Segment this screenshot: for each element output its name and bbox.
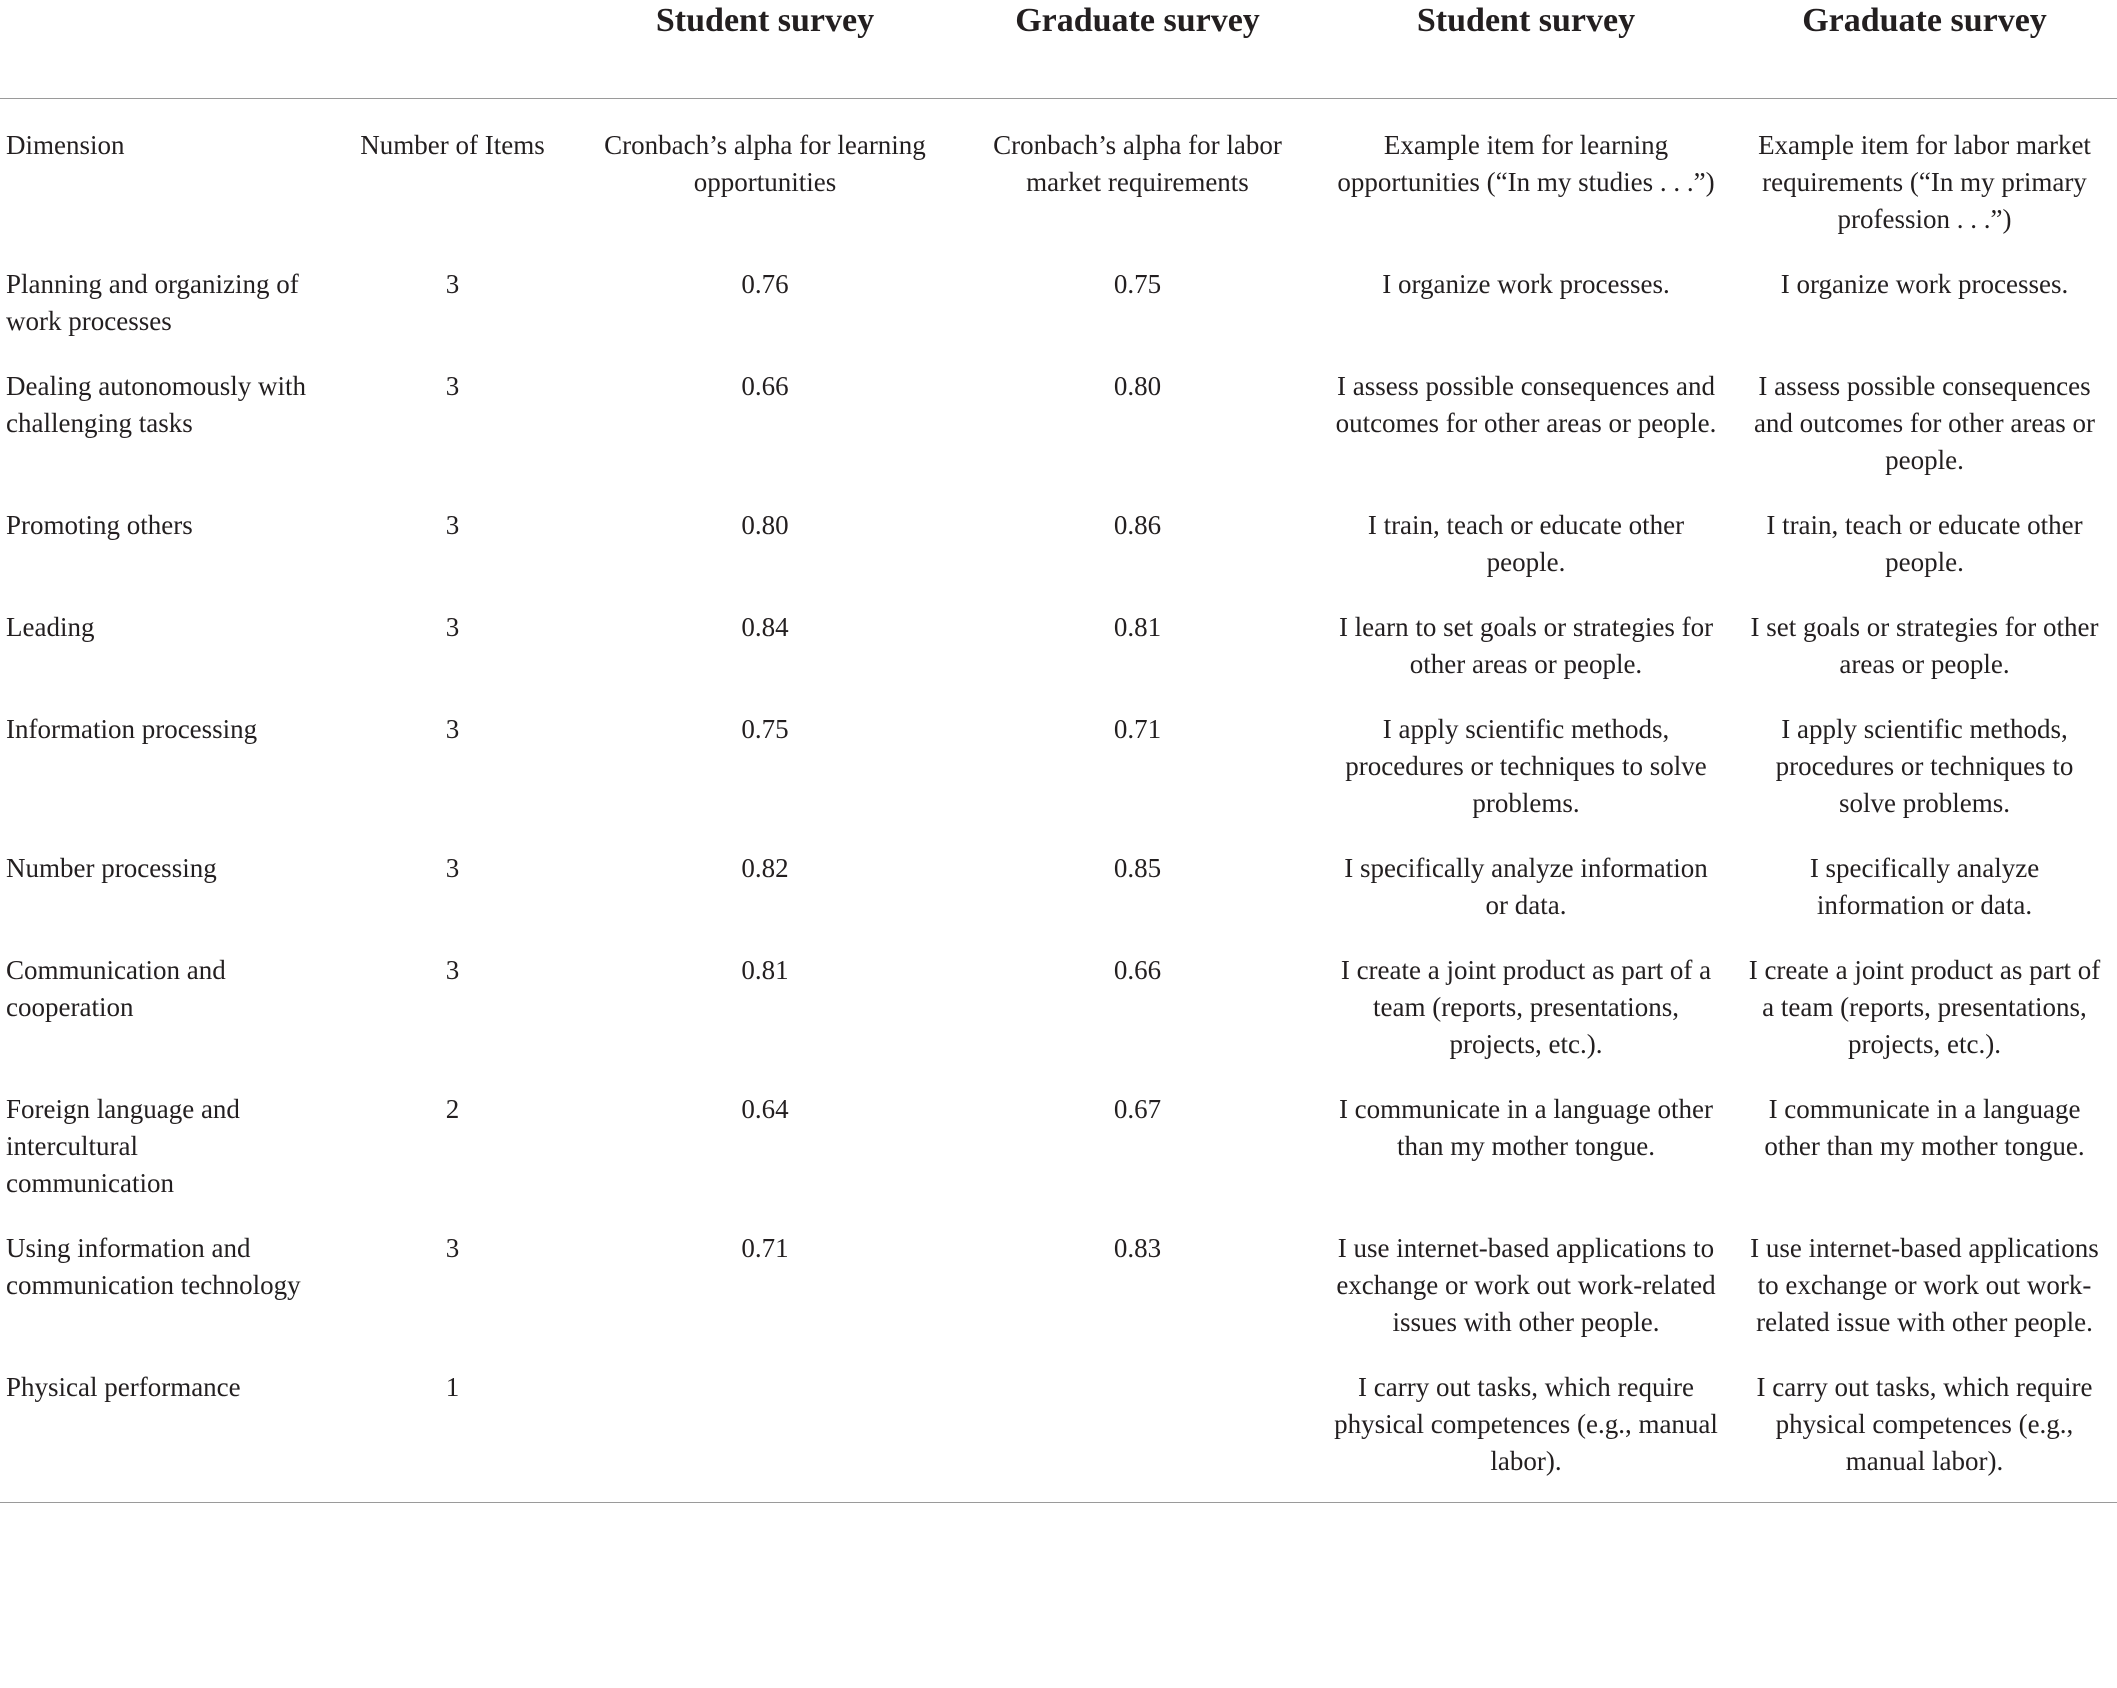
survey-header-student: Student survey [1320, 0, 1732, 99]
survey-header-student: Student survey [575, 0, 955, 99]
alpha-graduate-cell: 0.66 [1113, 955, 1162, 985]
dimension-cell: Planning and organizing of work processes [6, 269, 299, 336]
example-student-cell: I communicate in a language other than my mother tongue. [1338, 1094, 1714, 1161]
survey-header-empty [330, 0, 575, 99]
table-row [0, 595, 2117, 697]
alpha-student-cell [575, 1355, 955, 1503]
table-row [0, 938, 2117, 1077]
alpha-student-cell: 0.80 [741, 510, 789, 540]
example-graduate-cell: I specifically analyze information or data. [1809, 853, 2040, 920]
example-student-cell: I organize work processes. [1382, 269, 1670, 299]
table-row [0, 252, 2117, 354]
column-header-items: Number of Items [360, 130, 545, 160]
example-student-cell: I create a joint product as part of a team (reports, presentations, projects, etc.). [1340, 955, 1712, 1059]
column-header-dimension: Dimension [6, 130, 125, 160]
dimension-cell: Promoting others [6, 510, 193, 540]
dimension-cell: Using information and communication technology [6, 1233, 301, 1300]
items-cell: 3 [445, 510, 460, 540]
dimension-cell: Information processing [6, 714, 258, 744]
example-graduate-cell: I create a joint product as part of a team (reports, presentations, projects, etc.). [1748, 955, 2101, 1059]
example-graduate-cell: I communicate in a language other than my mother tongue. [1764, 1094, 2085, 1161]
dimension-cell: Communication and cooperation [6, 955, 226, 1022]
dimension-cell: Foreign language and intercultural communication [6, 1094, 240, 1198]
alpha-graduate-cell: 0.83 [1113, 1233, 1162, 1263]
table-row [0, 1355, 2117, 1503]
example-student-cell: I learn to set goals or strategies for other areas or people. [1338, 612, 1714, 679]
column-header-example-labor: Example item for labor market requirements (“In my primary profession . . .”) [1758, 130, 2091, 234]
alpha-student-cell: 0.71 [741, 1233, 789, 1263]
items-cell: 3 [445, 371, 460, 401]
items-cell: 1 [330, 1355, 575, 1503]
alpha-student-cell: 0.81 [741, 955, 789, 985]
example-graduate-cell: I train, teach or educate other people. [1766, 510, 2083, 577]
alpha-graduate-cell: 0.85 [1113, 853, 1162, 883]
alpha-student-cell: 0.75 [741, 714, 789, 744]
dimension-cell: Dealing autonomously with challenging tasks [6, 371, 306, 438]
items-cell: 3 [445, 612, 460, 642]
column-header-alpha-labor: Cronbach’s alpha for labor market requirements [993, 130, 1282, 197]
table-row [0, 493, 2117, 595]
alpha-student-cell: 0.82 [741, 853, 789, 883]
example-student-cell: I specifically analyze information or data. [1344, 853, 1708, 920]
table-row [0, 1077, 2117, 1216]
example-graduate-cell: I set goals or strategies for other areas or people. [1750, 612, 2099, 679]
items-cell: 3 [445, 955, 460, 985]
dimension-cell: Physical performance [0, 1355, 330, 1503]
alpha-student-cell: 0.76 [741, 269, 789, 299]
alpha-graduate-cell: 0.80 [1113, 371, 1162, 401]
survey-header-row [0, 0, 2117, 99]
example-graduate-cell: I organize work processes. [1780, 269, 2069, 299]
table-row [0, 836, 2117, 938]
survey-header-empty [0, 0, 330, 99]
example-student-cell: I apply scientific methods, procedures or techniques to solve problems. [1345, 714, 1707, 818]
example-graduate-cell: I carry out tasks, which require physical competences (e.g., manual labor). [1732, 1355, 2117, 1503]
alpha-graduate-cell [955, 1355, 1320, 1503]
example-student-cell: I carry out tasks, which require physical competences (e.g., manual labor). [1320, 1355, 1732, 1503]
items-cell: 3 [445, 269, 460, 299]
example-student-cell: I assess possible consequences and outcomes for other areas or people. [1335, 371, 1717, 438]
items-cell: 2 [445, 1094, 460, 1124]
example-graduate-cell: I apply scientific methods, procedures or techniques to solve problems. [1775, 714, 2074, 818]
column-header-row [0, 99, 2117, 253]
example-student-cell: I use internet-based applications to exchange or work out work-related issues with other people. [1336, 1233, 1716, 1337]
alpha-graduate-cell: 0.81 [1113, 612, 1162, 642]
alpha-student-cell: 0.66 [741, 371, 789, 401]
alpha-student-cell: 0.84 [741, 612, 789, 642]
items-cell: 3 [445, 1233, 460, 1263]
alpha-graduate-cell: 0.75 [1113, 269, 1162, 299]
table-row [0, 1216, 2117, 1355]
survey-header-graduate: Graduate survey [1732, 0, 2117, 99]
dimension-cell: Number processing [6, 853, 217, 883]
example-graduate-cell: I assess possible consequences and outcomes for other areas or people. [1753, 371, 2096, 475]
example-graduate-cell: I use internet-based applications to exchange or work out work-related issue with other people. [1750, 1233, 2099, 1337]
example-student-cell: I train, teach or educate other people. [1367, 510, 1685, 577]
alpha-graduate-cell: 0.71 [1113, 714, 1162, 744]
survey-header-graduate: Graduate survey [955, 0, 1320, 99]
table-row [0, 697, 2117, 836]
dimension-cell: Leading [6, 612, 95, 642]
alpha-graduate-cell: 0.67 [1113, 1094, 1162, 1124]
alpha-graduate-cell: 0.86 [1113, 510, 1162, 540]
column-header-example-learning: Example item for learning opportunities (“In my studies . . .”) [1337, 130, 1715, 197]
table-row [0, 354, 2117, 493]
alpha-student-cell: 0.64 [741, 1094, 789, 1124]
column-header-alpha-learning: Cronbach’s alpha for learning opportunities [604, 130, 926, 197]
items-cell: 3 [445, 714, 460, 744]
items-cell: 3 [445, 853, 460, 883]
